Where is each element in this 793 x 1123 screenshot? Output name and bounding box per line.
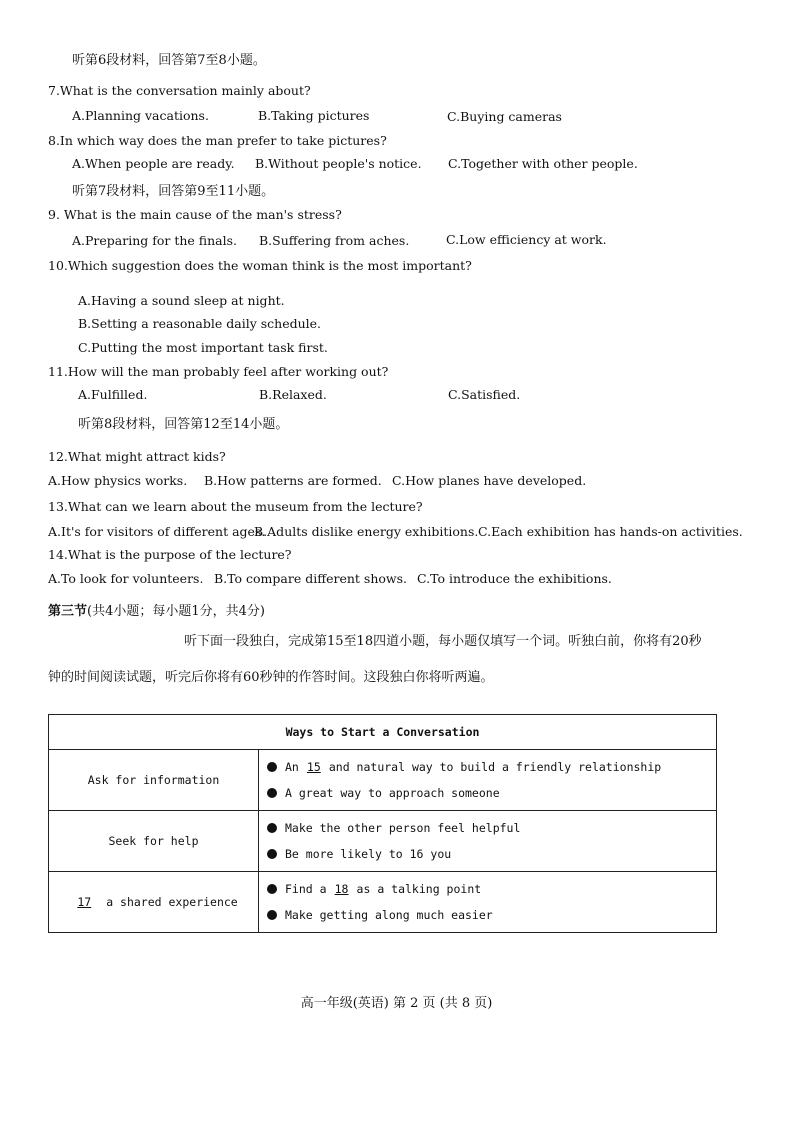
question-9-option-a: A.Preparing for the finals. [72,233,238,248]
question-8-option-b: B.Without people's notice. [255,156,422,171]
blank-17: 17 [77,895,92,909]
question-13-option-c: C.Each exhibition has hands-on activities. [478,524,743,539]
row-3-label [49,872,259,933]
question-11-option-c: C.Satisfied. [448,387,521,402]
question-7-option-c: C.Buying cameras [447,109,562,124]
row-1-label: Ask for information [49,750,259,811]
question-7-option-b: B.Taking pictures [258,108,370,123]
part-3-note: (共4小题；每小题1分，共4分) [87,604,265,619]
bullet-icon [267,762,277,772]
question-11-option-b: B.Relaxed. [259,387,327,402]
row-2-label: Seek for help [49,811,259,872]
table-title: Ways to Start a Conversation [49,715,717,750]
row-1-bullet-1-post: and natural way to build a friendly relationship [328,760,662,774]
list-item [267,815,716,841]
question-9-option-c: C.Low efficiency at work. [446,232,607,247]
question-8-stem: 8.In which way does the man prefer to take pictures? [48,133,387,148]
list-item [267,754,716,780]
question-12-option-b: B.How patterns are formed. [204,473,382,488]
question-12-option-a: A.How physics works. [48,473,188,488]
part-3-instruction-line-2: 钟的时间阅读试题，听完后你将有60秒钟的作答时间。这段独白你将听两遍。 [48,670,494,685]
bullet-icon [267,823,277,833]
table-row [49,750,717,811]
page-footer: 高一年级(英语) 第 2 页 (共 8 页) [300,996,493,1011]
question-9-option-b: B.Suffering from aches. [259,233,410,248]
question-7-option-a: A.Planning vacations. [72,108,209,123]
bullet-icon [267,849,277,859]
ways-table [48,714,717,933]
question-8-option-a: A.When people are ready. [72,156,235,171]
table-row [49,872,717,933]
row-2-bullet-2: Be more likely to 16 you [285,847,452,861]
row-3-label-text: a shared experience [106,895,238,909]
list-item [267,876,716,902]
bullet-icon [267,884,277,894]
part-3-title: 第三节 [48,604,88,619]
row-2-details [259,811,717,872]
question-10-option-c: C.Putting the most important task first. [78,340,328,355]
question-13-stem: 13.What can we learn about the museum from the lecture? [48,499,423,514]
row-2-bullet-1: Make the other person feel helpful [285,821,521,835]
row-1-bullet-1-pre: An [285,760,299,774]
section-7-instruction: 听第7段材料，回答第9至11小题。 [72,184,275,199]
question-12-option-c: C.How planes have developed. [392,473,587,488]
row-3-bullet-1-pre: Find a [285,882,327,896]
question-7-stem: 7.What is the conversation mainly about? [48,83,311,98]
table-row [49,811,717,872]
question-14-option-c: C.To introduce the exhibitions. [417,571,612,586]
question-13-option-a: A.It's for visitors of different ages. [48,524,266,539]
question-10-stem: 10.Which suggestion does the woman think is the most important? [48,258,472,273]
list-item [267,902,716,928]
list-item [267,780,716,806]
question-10-option-b: B.Setting a reasonable daily schedule. [78,316,322,331]
part-3-instruction-line-1: 听下面一段独白，完成第15至18四道小题，每小题仅填写一个词。听独白前，你将有20秒 [184,634,702,649]
question-11-option-a: A.Fulfilled. [78,387,148,402]
question-11-stem: 11.How will the man probably feel after working out? [48,364,389,379]
blank-18: 18 [334,882,349,896]
bullet-icon [267,910,277,920]
row-1-details [259,750,717,811]
bullet-icon [267,788,277,798]
row-3-details [259,872,717,933]
section-6-instruction: 听第6段材料，回答第7至8小题。 [72,53,266,68]
question-8-option-c: C.Together with other people. [448,156,638,171]
question-9-stem: 9. What is the main cause of the man's stress? [48,207,342,222]
part-3-heading [48,600,265,619]
question-10-option-a: A.Having a sound sleep at night. [78,293,285,308]
row-3-bullet-1-post: as a talking point [356,882,482,896]
blank-15: 15 [306,760,321,774]
question-14-option-a: A.To look for volunteers. [48,571,204,586]
list-item [267,841,716,867]
question-14-option-b: B.To compare different shows. [214,571,407,586]
question-13-option-b: B.Adults dislike energy exhibitions. [254,524,479,539]
question-12-stem: 12.What might attract kids? [48,449,226,464]
question-14-stem: 14.What is the purpose of the lecture? [48,547,292,562]
row-3-bullet-2: Make getting along much easier [285,908,493,922]
section-8-instruction: 听第8段材料，回答第12至14小题。 [78,417,289,432]
row-1-bullet-2: A great way to approach someone [285,786,500,800]
